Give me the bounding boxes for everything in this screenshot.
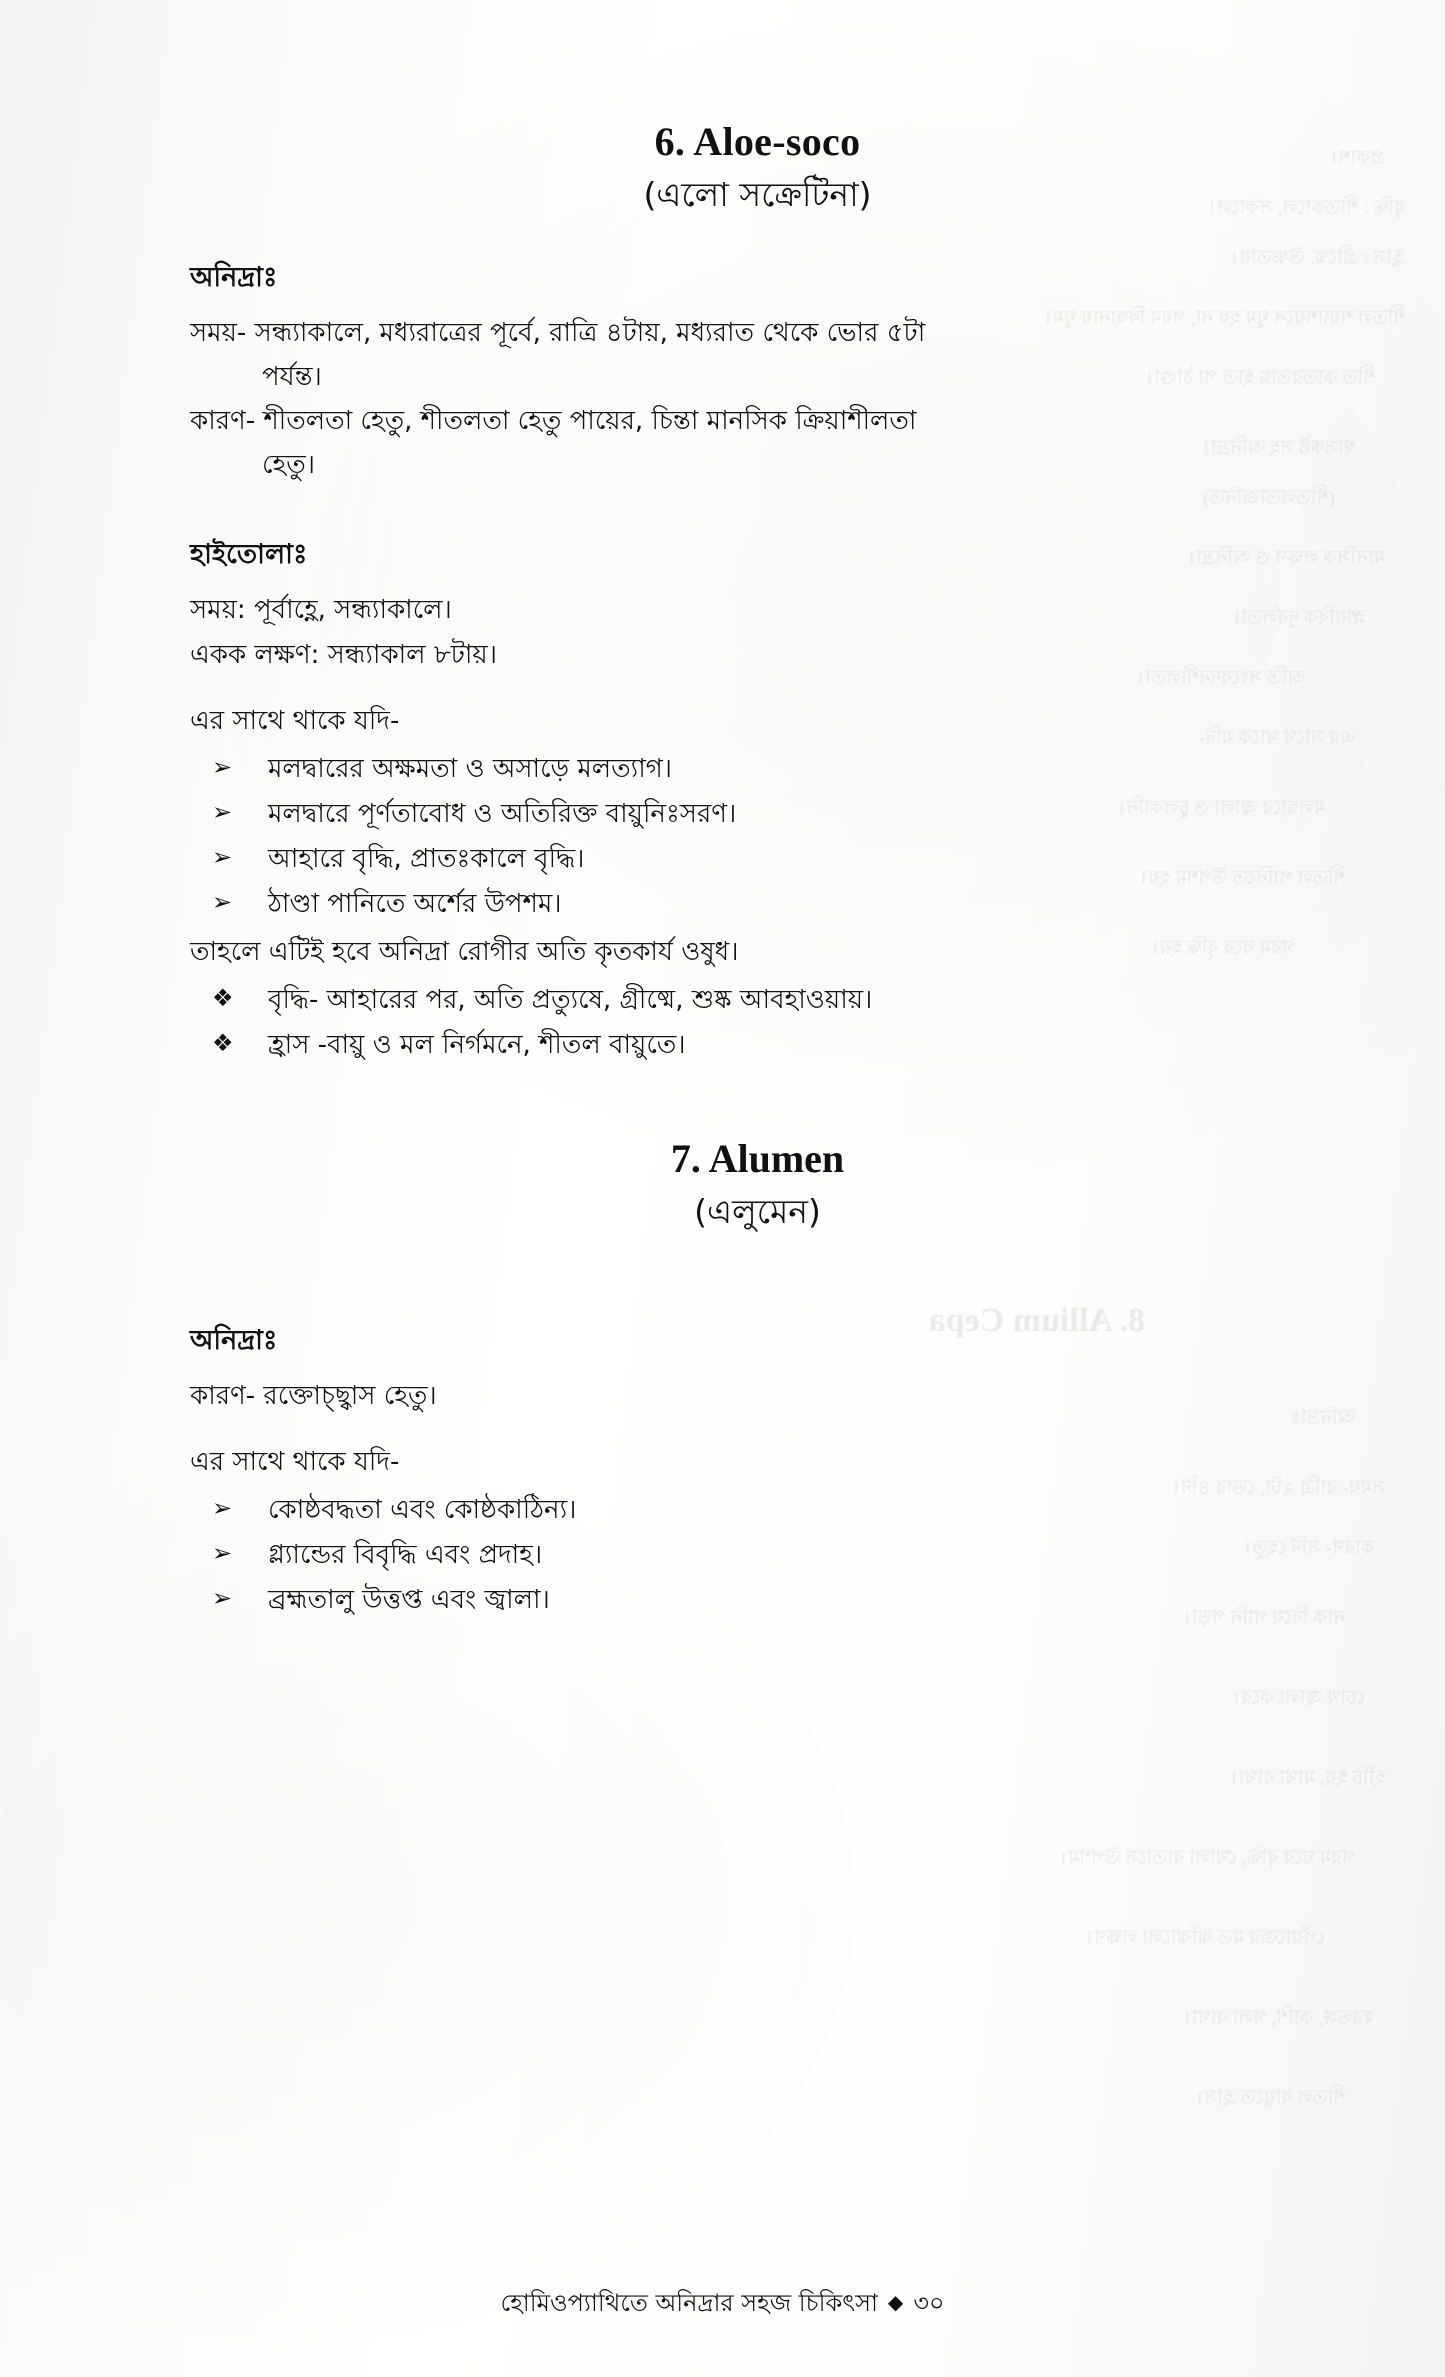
list-item [190,1579,1325,1621]
accompanying-label-alumen: এর সাথে থাকে যদি- [190,1446,400,1477]
bleed-line: অতি সংবেদনশীলতা। [1138,667,1305,689]
yawning-time-line: সময়: পূর্বাহ্ণে, সন্ধ্যাকালে। [190,595,452,626]
bleed-line: গরম ঘরে বৃদ্ধি, খোলা বাতাসে উপশম। [1060,1847,1355,1869]
bleed-line: সময়- রাত্রি ২টা, ভোর ৪টা। [1173,1477,1385,1499]
insomnia-heading-aloe: অনিদ্রাঃ [190,262,278,293]
yawning-symptom-line: একক লক্ষণ: সন্ধ্যাকাল ৮টায়। [190,639,498,670]
list-item [190,1024,1325,1066]
insomnia-heading-alumen: অনিদ্রাঃ [190,1324,278,1356]
bleed-heading: 8. Allium Cepa [928,1302,1145,1339]
time-line-primary: সময়- সন্ধ্যাকালে, মধ্যরাত্রের পূর্বে, রাত্রি ৪টায়, মধ্যরাত থেকে ভোর ৫টা [190,318,926,348]
list-item [190,979,1325,1021]
bleed-line: শীতল বায়ুতে হ্রাস। [1196,2087,1345,2109]
accompanying-label-aloe: এর সাথে থাকে যদি- [190,705,400,736]
bleed-line: চোখ জ্বালা করে। [1233,1687,1365,1709]
remedy-title-bn-aloe: (এলো সক্রেটিনা) [643,175,872,214]
accompanying-list-aloe [190,748,1325,925]
bleed-line: শীতল পানিতে উপশম হয়। [1140,867,1345,889]
cause-line-primary: কারণ- শীতলতা হেতু, শীতলতা হেতু পায়ের, চিন্তা মানসিক ক্রিয়াশীলতা [190,406,917,437]
bleed-line: অনিদ্রাঃ [1290,1407,1355,1429]
accompanying-list-alumen [190,1489,1325,1621]
bleed-line: মলদ্বারে জ্বালা ও চুলকানি। [1119,797,1325,819]
conclusion-line-aloe: তাহলে এটিই হবে অনিদ্রা রোগীর অতি কৃতকার্য ওষুধ। [190,937,739,968]
list-item-text: মলদ্বারের অক্ষমতা ও অসাড়ে মলত্যাগ। [268,753,673,784]
page-number: ৩০ [913,2289,945,2317]
modalities-list-aloe [190,979,1325,1066]
arrow-icon: ➢ [212,1538,233,1567]
remedy-title-alumen: 7. Alumen [670,1135,845,1181]
list-item-text: কোষ্ঠবদ্ধতা এবং কোষ্ঠকাঠিন্য। [268,1494,577,1525]
yawning-heading: হাইতোলাঃ [190,539,308,571]
time-line-continuation: পর্যন্ত। [262,362,322,393]
arrow-icon: ➢ [212,752,233,781]
arrow-icon: ➢ [212,797,233,826]
bleed-line: শ্বাসকষ্ট সহ অনিদ্রা। [1203,437,1355,459]
cause-line-alumen: কারণ- রক্তোচ্ছ্বাস হেতু। [190,1380,437,1411]
cause-line-continuation: হেতু। [262,450,316,481]
bleed-line: স্বরভঙ্গ, কাশি, গলা ব্যথা। [1184,2007,1375,2029]
arrow-icon: ➢ [212,1493,233,1522]
remedy-title-bn-alumen: (এলুমেন) [694,1191,821,1231]
diamond-icon: ❖ [212,1029,234,1058]
page-footer [0,2285,1445,2325]
bleed-line: এর সাথে থাকে যদি- [1198,727,1355,749]
footer-book-title: হোমিওপ্যাথিতে অনিদ্রার সহজ চিকিৎসা [500,2289,878,2317]
bleed-line: শীত কাতরতায় হাত পা ঠাণ্ডা। [1146,367,1375,389]
list-item [190,1534,1325,1576]
bleed-line: শীতল শয্যাশয়নে ঘুম হয় না, গরম বিছানায় ঘুম। [1045,307,1405,329]
list-item [190,793,1325,835]
diamond-separator-icon: ◆ [887,2290,904,2314]
bleed-line: নাক দিয়ে পানি পড়া। [1184,1607,1345,1629]
bleed-line: পেঁয়াজের মত ঝাঁঝালো লক্ষণ। [1086,1927,1325,1949]
list-item-text: ব্রহ্মতালু উত্তপ্ত এবং জ্বালা। [268,1584,550,1615]
list-item-text: গ্ল্যান্ডের বিবৃদ্ধি এবং প্রদাহ। [268,1539,543,1570]
arrow-icon: ➢ [212,1583,233,1612]
arrow-icon: ➢ [212,842,233,871]
list-item-text: মলদ্বারে পূর্ণতাবোধ ও অতিরিক্ত বায়ুনিঃসরণ। [268,798,737,829]
list-item-text: ঠাণ্ডা পানিতে অর্শের উপশম। [268,889,562,920]
bleed-line: বৃদ্ধি : শীতকালে, সকালে। [1209,197,1405,219]
list-item-text: হ্রাস -বায়ু ও মল নির্গমনে, শীতল বায়ুতে। [268,1030,686,1061]
list-item [190,1489,1325,1531]
bleed-line: (শীতলতাজনিত) [1202,487,1335,509]
bleed-line: মানসিক লক্ষণ ও অনিদ্রা। [1189,547,1385,569]
bleed-line: গরম ঘরে বৃদ্ধি হয়। [1152,937,1295,959]
list-item-text: বৃদ্ধি- আহারের পর, অতি প্রত্যুষে, গ্রীষ্মে, শুষ্ক আবহাওয়ায়। [268,985,873,1016]
list-item [190,883,1325,925]
bleed-line: হ্রাস : গ্রীষ্মে, উষ্ণতায়। [1232,247,1405,269]
list-item [190,748,1325,790]
bleed-line: স্নায়বিক দুর্বলতা। [1234,607,1365,629]
arrow-icon: ➢ [212,888,233,917]
list-item-text: আহারে বৃদ্ধি, প্রাতঃকালে বৃদ্ধি। [268,843,585,874]
bleed-line: প্রকাশ। [1331,147,1385,169]
bleed-line: কারণ- সর্দি হেতু। [1245,1537,1375,1559]
diamond-icon: ❖ [212,984,234,1013]
list-item [190,838,1325,880]
bleed-line: হাঁচি হয়, মাথা ব্যথা। [1231,1767,1385,1789]
remedy-title-aloe: 6. Aloe-soco [654,119,861,164]
